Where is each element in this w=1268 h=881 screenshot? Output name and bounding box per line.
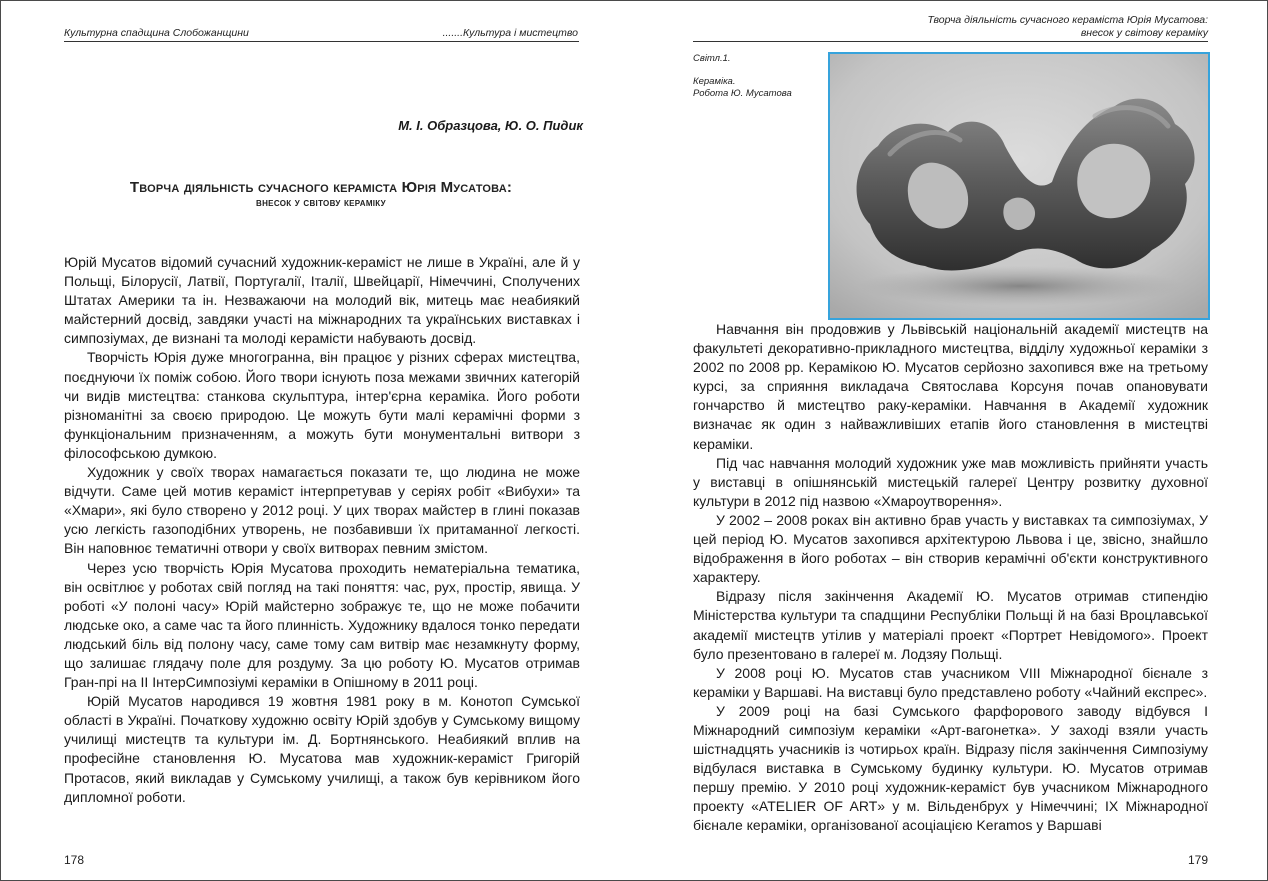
running-head-right: .......Культура і мистецтво	[442, 27, 578, 39]
paragraph: Через усю творчість Юрія Мусатова проходить нематеріальна тематика, він освітлює у роботах свій погляд на такі поняття: час, рух, простір, явища. У роботі «У полоні часу» Юрій майстерно зображує те, що не може побачити людське око, а саме час та його плинність. Художнику вдалося тонко передати людський біль від полону часу, саме тому сам витвір має незамкнуту форму, що залишає глядачу поле для роздуму. За цю роботу Ю. Мусатов отримав Гран-прі на ІІ ІнтерСимпозіумі кераміки в Опішному в 2011 році.	[64, 559, 580, 691]
header-rule	[693, 41, 1208, 42]
figure-caption	[693, 76, 792, 99]
paragraph: У 2008 році Ю. Мусатов став учасником VIII Міжнародної бієнале з кераміки у Варшаві. На виставці було представлено роботу «Чайний експрес».	[693, 664, 1208, 700]
page-number: 179	[1187, 853, 1208, 867]
running-head-left: Культурна спадщина Слобожанщини	[64, 27, 249, 39]
running-head-line-2: внесок у світову кераміку	[1080, 26, 1208, 39]
paragraph: У 2002 – 2008 роках він активно брав участь у виставках та симпозіумах, У цей період Ю. Мусатов захопився архітектурою Львова і це, звісно, знайшло відображення в його роботах – він створив керамічні об'єкти конструктивного характеру.	[693, 511, 1208, 586]
paragraph: Юрій Мусатов відомий сучасний художник-кераміст не лише в Україні, але й у Польщі, Білорусії, Латвії, Португалії, Італії, Швейцарії, Німеччині, Сполучених Штатах Америки та ін. Незважаючи на молодий вік, митець має неабиякий майстерний досвід, завдяки участі на міжнародних та українських виставках і симпозіумах, де визнані та молоді керамісти набувають досвід.	[64, 254, 580, 347]
running-head-line-1: Творча діяльність сучасного кераміста Юрія Мусатова:	[927, 14, 1208, 26]
article-title	[63, 179, 579, 209]
paragraph: Юрій Мусатов народився 19 жовтня 1981 року в м. Конотоп Сумської області в Україні. Початкову художню освіту Юрій здобув у Сумському вищому училищі мистецтв та культури ім. Д. Бортнянського. Неабиякий вплив на професійне становлення Ю. Мусатова мав художник-кераміст Григорій Протасов, який викладав у Сумському училищі, а також був керівником його дипломної роботи.	[64, 693, 580, 805]
paragraph: У 2009 році на базі Сумського фарфорового заводу відбувся І Міжнародний симпозіум кераміки «Арт-вагонетка». У заході взяли участь шістнадцять учасників із чотирьох країн. Відразу після закінчення Симпозіуму відбулася виставка в Сумському будинку культури. Ю. Мусатов отримав першу премію. У 2010 році художник-кераміст був учасником Міжнародного проекту «ATELIER OF ART» у м. Вільденбрух у Німеччині; ІХ Міжнародної бієнале кераміки, організованої асоціацією Keramos у Варшаві	[693, 702, 1208, 834]
header-rule	[64, 41, 579, 42]
paragraph: Під час навчання молодий художник уже мав можливість прийняти участь у виставці в опішнянській мистецькій галереї Центру розвитку духовної культури в 2012 під назвою «Хмароутворення».	[693, 454, 1208, 509]
figure-label: Світл.1.	[693, 53, 731, 64]
caption-line-2: Робота Ю. Мусатова	[693, 87, 792, 99]
title-line-1: Творча діяльність сучасного кераміста Юрія Мусатова:	[129, 179, 513, 196]
title-line-2: внесок у світову кераміку	[256, 197, 386, 209]
ceramic-sculpture-photo	[828, 52, 1210, 320]
caption-line-1: Кераміка.	[693, 76, 736, 87]
sculpture-image	[830, 54, 1208, 318]
left-body-text	[64, 253, 580, 807]
paragraph: Творчість Юрія дуже многогранна, він працює у різних сферах мистецтва, поєднуючи їх поміж собою. Його твори існують поза межами звичних категорій чи видів мистецтва: станкова скульптура, інтер'єрна кераміка. Його роботи різноманітні за своєю природою. Це можуть бути малі керамічні форми з функціональним призначенням, а можуть бути монументальні витвори з філософською думкою.	[64, 349, 580, 461]
authors: М. І. Образцова, Ю. О. Пидик	[398, 118, 583, 133]
right-body-text	[693, 320, 1208, 836]
page-number: 178	[64, 853, 85, 867]
paragraph: Художник у своїх творах намагається показати те, що людина не може відчути. Саме цей мотив кераміст інтерпретував у серіях робіт «Вибухи» та «Хмари», які було створено у 2012 році. У цих творах майстер в глині показав усю легкість газоподібних утворень, не позбавивши їх притаманної легкості. Він наповнює тематичні отвори у своїх витворах певним змістом.	[64, 464, 580, 557]
right-page	[635, 1, 1267, 880]
paragraph: Відразу після закінчення Академії Ю. Мусатов отримав стипендію Міністерства культури та спадщини Республіки Польщі й на базі Вроцлавської академії мистецтв утілив у матеріалі проект «Портрет Невідомого». Проект було презентовано в галереї м. Лодзяу Польщі.	[693, 588, 1208, 662]
paragraph: Навчання він продовжив у Львівській національній академії мистецтв на факультеті декоративно-прикладного мистецтва, відділу художньої кераміки з 2002 по 2008 рр. Керамікою Ю. Мусатов серйозно захопився вже на третьому курсі, за сприяння викладача Святослава Корсуня почав опановувати гончарство й мистецтво раку-кераміки. Навчання в Академії художник визначає як один з найважливіших етапів його становлення в мистецтві кераміки.	[693, 321, 1208, 452]
running-head	[927, 14, 1208, 39]
left-page	[1, 1, 635, 880]
